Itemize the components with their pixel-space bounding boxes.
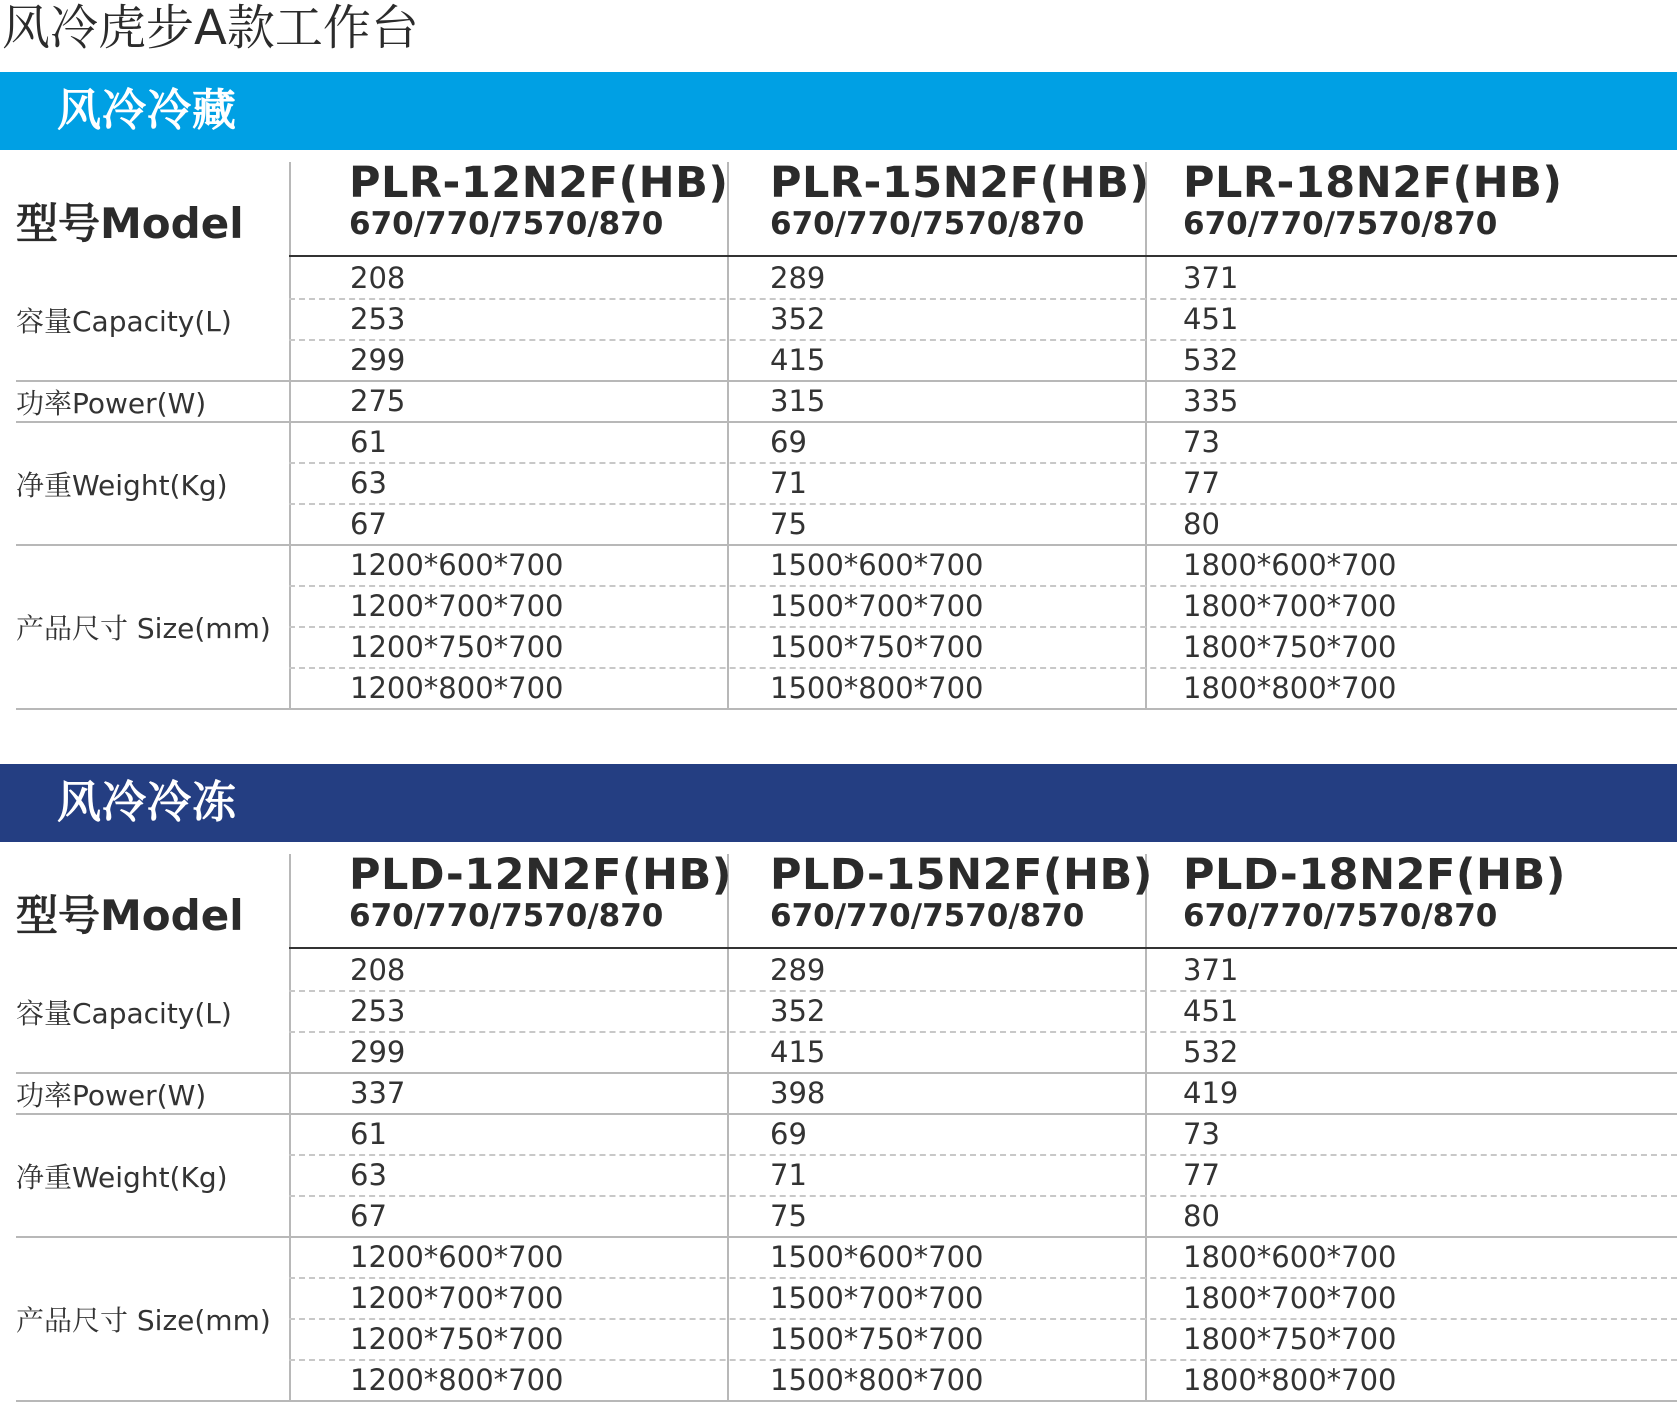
size-value: 1800*750*700 — [1183, 630, 1397, 664]
capacity-value: 208 — [350, 953, 406, 987]
size-row-label: 产品尺寸 Size(mm) — [16, 612, 271, 645]
weight-value: 80 — [1183, 1199, 1220, 1233]
weight-value: 75 — [770, 507, 807, 541]
capacity-value: 415 — [770, 343, 826, 377]
model-heading — [1183, 852, 1566, 934]
model-heading — [1183, 160, 1563, 242]
chilled-section-banner — [0, 72, 1677, 150]
model-heading — [349, 852, 732, 934]
weight-value: 77 — [1183, 466, 1220, 500]
chilled-section — [0, 72, 1677, 710]
capacity-value: 415 — [770, 1035, 826, 1069]
size-value: 1800*600*700 — [1183, 1240, 1397, 1274]
model-variants: 670/770/7570/870 — [770, 206, 1085, 242]
size-value: 1500*750*700 — [770, 630, 984, 664]
power-value: 335 — [1183, 384, 1239, 418]
size-value: 1200*600*700 — [350, 548, 564, 582]
size-value: 1200*800*700 — [350, 671, 564, 705]
weight-value: 80 — [1183, 507, 1220, 541]
size-value: 1800*700*700 — [1183, 589, 1397, 623]
capacity-value: 289 — [770, 261, 826, 295]
weight-value: 71 — [770, 1158, 807, 1192]
weight-value: 67 — [350, 507, 387, 541]
section-heading: 风冷冷冻 — [57, 777, 237, 828]
capacity-value: 371 — [1183, 261, 1239, 295]
row-divider — [289, 1031, 1677, 1033]
model-row-label: 型号Model — [16, 891, 244, 940]
power-value: 337 — [350, 1076, 406, 1110]
size-value: 1200*750*700 — [350, 1322, 564, 1356]
power-value: 275 — [350, 384, 406, 418]
capacity-value: 371 — [1183, 953, 1239, 987]
weight-row-label: 净重Weight(Kg) — [16, 1160, 228, 1194]
size-value: 1500*600*700 — [770, 1240, 984, 1274]
size-row-label: 产品尺寸 Size(mm) — [16, 1304, 271, 1337]
weight-value: 61 — [350, 1117, 387, 1151]
size-value: 1800*600*700 — [1183, 548, 1397, 582]
capacity-value: 253 — [350, 302, 406, 336]
model-variants: 670/770/7570/870 — [349, 898, 664, 934]
model-name: PLD-18N2F(HB) — [1183, 850, 1566, 900]
size-value: 1800*700*700 — [1183, 1281, 1397, 1315]
row-divider — [289, 462, 1677, 464]
size-value: 1200*800*700 — [350, 1363, 564, 1397]
size-value: 1500*750*700 — [770, 1322, 984, 1356]
model-name: PLD-12N2F(HB) — [349, 850, 732, 900]
capacity-row-label: 容量Capacity(L) — [16, 996, 232, 1030]
model-variants: 670/770/7570/870 — [1183, 206, 1498, 242]
size-value: 1500*600*700 — [770, 548, 984, 582]
weight-value: 75 — [770, 1199, 807, 1233]
weight-value: 63 — [350, 1158, 387, 1192]
model-name: PLR-15N2F(HB) — [770, 158, 1150, 208]
size-value: 1200*600*700 — [350, 1240, 564, 1274]
weight-value: 69 — [770, 1117, 807, 1151]
row-divider — [289, 990, 1677, 992]
capacity-value: 299 — [350, 1035, 406, 1069]
size-value: 1200*750*700 — [350, 630, 564, 664]
model-name: PLR-18N2F(HB) — [1183, 158, 1563, 208]
capacity-value: 208 — [350, 261, 406, 295]
capacity-value: 289 — [770, 953, 826, 987]
capacity-value: 532 — [1183, 1035, 1239, 1069]
row-divider — [289, 1154, 1677, 1156]
row-divider — [289, 339, 1677, 341]
power-value: 398 — [770, 1076, 826, 1110]
row-divider — [289, 298, 1677, 300]
frozen-section — [0, 764, 1677, 1402]
weight-value: 71 — [770, 466, 807, 500]
capacity-value: 299 — [350, 343, 406, 377]
weight-value: 69 — [770, 425, 807, 459]
power-row-label: 功率Power(W) — [16, 386, 207, 420]
weight-value: 77 — [1183, 1158, 1220, 1192]
page-title: 风冷虎步A款工作台 — [2, 0, 419, 56]
power-value: 419 — [1183, 1076, 1239, 1110]
frozen-section-banner — [0, 764, 1677, 842]
size-value: 1200*700*700 — [350, 589, 564, 623]
size-value: 1200*700*700 — [350, 1281, 564, 1315]
weight-value: 61 — [350, 425, 387, 459]
size-value: 1500*800*700 — [770, 671, 984, 705]
weight-value: 63 — [350, 466, 387, 500]
model-heading — [770, 852, 1153, 934]
size-value: 1500*700*700 — [770, 589, 984, 623]
capacity-row-label: 容量Capacity(L) — [16, 304, 232, 338]
capacity-value: 352 — [770, 994, 826, 1028]
size-value: 1500*800*700 — [770, 1363, 984, 1397]
size-value: 1800*800*700 — [1183, 1363, 1397, 1397]
size-value: 1800*750*700 — [1183, 1322, 1397, 1356]
model-variants: 670/770/7570/870 — [1183, 898, 1498, 934]
power-value: 315 — [770, 384, 826, 418]
capacity-value: 532 — [1183, 343, 1239, 377]
model-variants: 670/770/7570/870 — [770, 898, 1085, 934]
row-divider — [289, 503, 1677, 505]
weight-value: 73 — [1183, 1117, 1220, 1151]
weight-value: 73 — [1183, 425, 1220, 459]
capacity-value: 253 — [350, 994, 406, 1028]
weight-value: 67 — [350, 1199, 387, 1233]
header-rule — [289, 947, 1677, 949]
power-row-label: 功率Power(W) — [16, 1078, 207, 1112]
row-divider — [289, 1195, 1677, 1197]
model-name: PLD-15N2F(HB) — [770, 850, 1153, 900]
capacity-value: 451 — [1183, 302, 1239, 336]
spec-table — [0, 842, 1677, 1402]
weight-row-label: 净重Weight(Kg) — [16, 468, 228, 502]
model-name: PLR-12N2F(HB) — [349, 158, 729, 208]
section-heading: 风冷冷藏 — [57, 85, 237, 136]
model-heading — [770, 160, 1150, 242]
size-value: 1800*800*700 — [1183, 671, 1397, 705]
model-row-label: 型号Model — [16, 199, 244, 248]
capacity-value: 451 — [1183, 994, 1239, 1028]
spec-table — [0, 150, 1677, 710]
model-variants: 670/770/7570/870 — [349, 206, 664, 242]
group-divider — [16, 708, 1677, 710]
size-value: 1500*700*700 — [770, 1281, 984, 1315]
capacity-value: 352 — [770, 302, 826, 336]
header-rule — [289, 255, 1677, 257]
model-heading — [349, 160, 729, 242]
